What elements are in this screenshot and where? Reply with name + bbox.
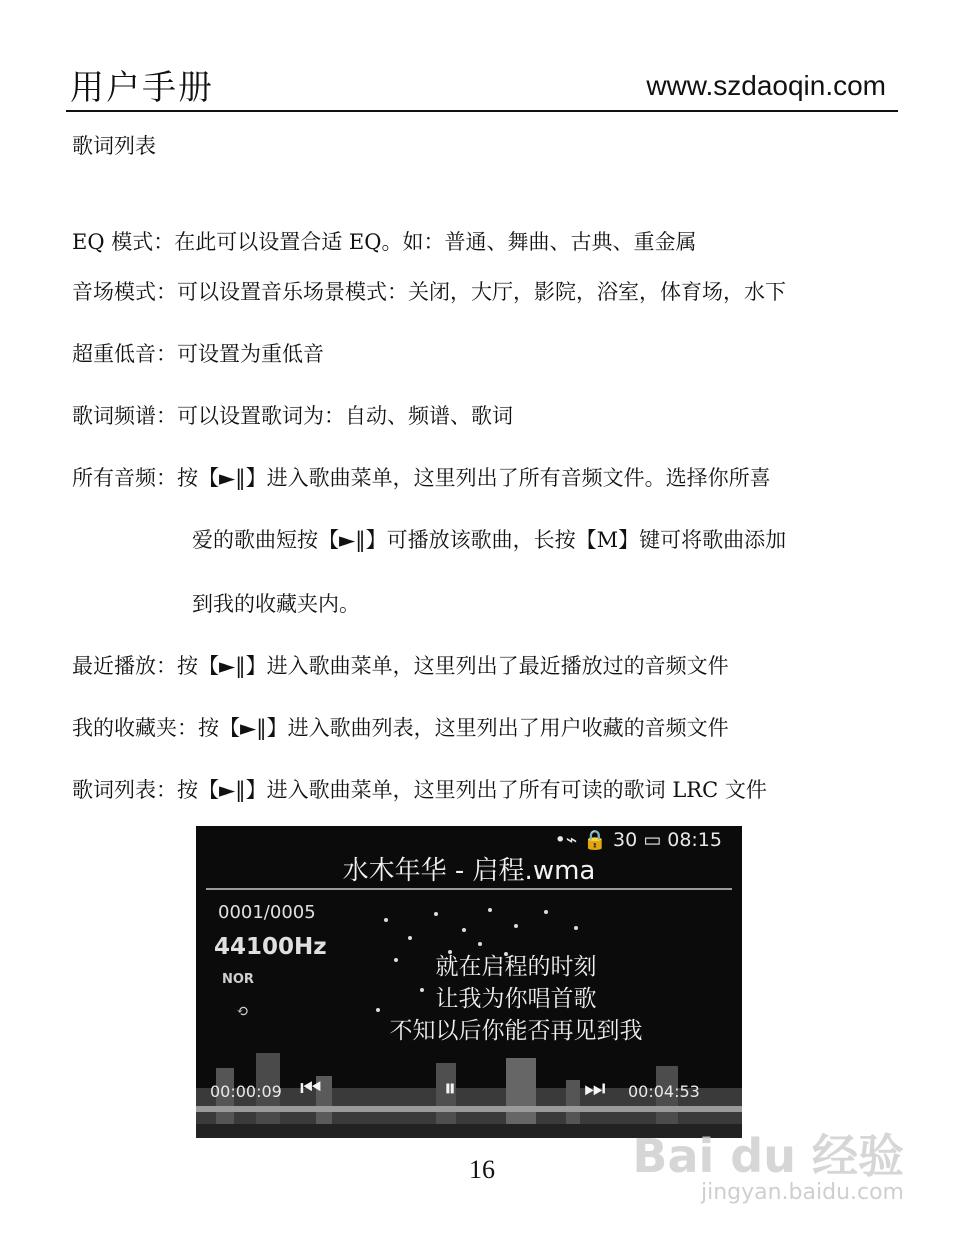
- eq-mode-badge: NOR: [222, 972, 254, 987]
- previous-track-icon: ⏮: [300, 1074, 322, 1102]
- paragraph-eq-mode: EQ 模式：在此可以设置合适 EQ。如：普通、舞曲、古典、重金属: [72, 230, 697, 254]
- paragraph-favorites: 我的收藏夹：按【►‖】进入歌曲列表，这里列出了用户收藏的音频文件: [72, 716, 729, 740]
- status-bar: •⌁ 🔒 30 ▭ 08:15: [554, 829, 722, 851]
- section-heading: 歌词列表: [72, 134, 156, 158]
- title-divider: [206, 888, 732, 890]
- paragraph-sound-field: 音场模式：可以设置音乐场景模式：关闭，大厅，影院，浴室，体育场，水下: [72, 280, 786, 304]
- header-divider: [66, 110, 898, 112]
- lyric-line: 就在启程的时刻: [435, 954, 597, 980]
- sample-rate: 44100Hz: [214, 934, 327, 960]
- page-number: 16: [469, 1155, 495, 1184]
- next-track-icon: ⏭: [584, 1074, 606, 1102]
- lyric-line: 让我为你唱首歌: [435, 986, 597, 1012]
- lyric-line: 不知以后你能否再见到我: [389, 1018, 643, 1044]
- paragraph-lyric-spectrum: 歌词频谱：可以设置歌词为：自动、频谱、歌词: [72, 404, 513, 428]
- song-title: 水木年华 - 启程.wma: [342, 856, 596, 886]
- paragraph-recent-play: 最近播放：按【►‖】进入歌曲菜单，这里列出了最近播放过的音频文件: [72, 654, 729, 678]
- elapsed-time: 00:00:09: [210, 1082, 282, 1101]
- player-screenshot: [196, 826, 742, 1138]
- paragraph-bass-boost: 超重低音：可设置为重低音: [72, 342, 324, 366]
- paragraph-all-audio-cont-1: 爱的歌曲短按【►‖】可播放该歌曲，长按【M】键可将歌曲添加: [192, 528, 787, 552]
- watermark-logo: Bai du 经验: [632, 1129, 904, 1183]
- watermark-url: jingyan.baidu.com: [700, 1180, 904, 1205]
- track-counter: 0001/0005: [218, 902, 316, 923]
- website-url: www.szdaoqin.com: [646, 70, 886, 101]
- repeat-icon: ⟲: [236, 1002, 249, 1020]
- manual-title: 用户手册: [70, 68, 214, 108]
- total-time: 00:04:53: [628, 1082, 700, 1101]
- paragraph-all-audio-cont-2: 到我的收藏夹内。: [192, 592, 360, 616]
- pause-icon: ⏸: [444, 1074, 456, 1102]
- paragraph-lyric-list: 歌词列表：按【►‖】进入歌曲菜单，这里列出了所有可读的歌词 LRC 文件: [72, 778, 767, 802]
- paragraph-all-audio: 所有音频：按【►‖】进入歌曲菜单，这里列出了所有音频文件。选择你所喜: [72, 466, 771, 490]
